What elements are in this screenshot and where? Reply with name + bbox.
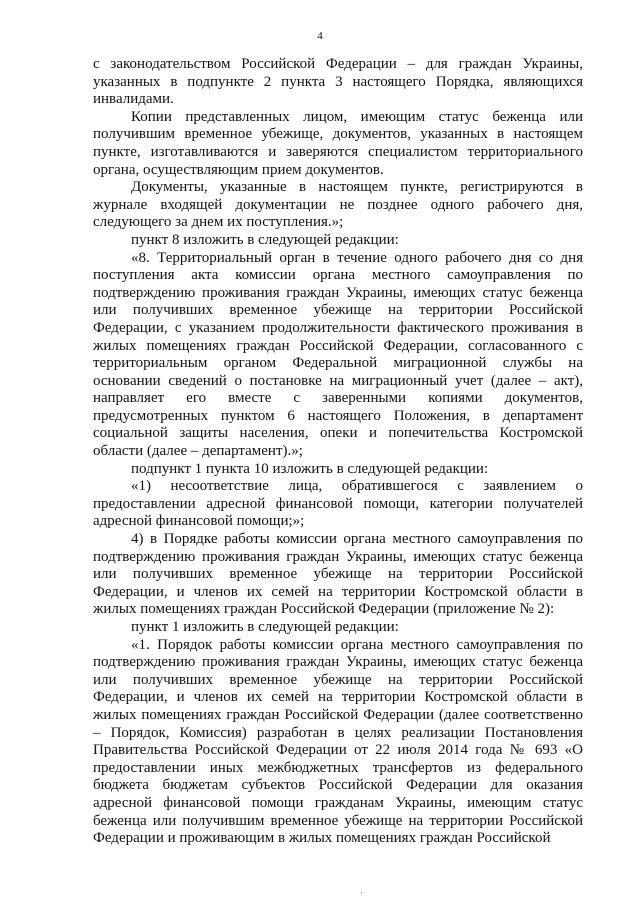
- paragraph: подпункт 1 пункта 10 изложить в следующей редакции:: [131, 460, 489, 477]
- paragraph: с законодательством Российской Федерации – для граждан Украины, указанных в подпункте 2 пункта 3 настоящего Порядка, являющихся инвалидами.: [93, 56, 583, 108]
- footer-mark: ·: [360, 888, 363, 898]
- paragraph: пункт 8 изложить в следующей редакции:: [131, 231, 399, 248]
- paragraph: Документы, указанные в настоящем пункте, регистрируются в журнале входящей документации не позднее одного рабочего дня, следующего за днем их поступления.»;: [93, 179, 583, 231]
- paragraph: 4) в Порядке работы комиссии органа местного самоуправления по подтверждению проживания граждан Украины, имеющих статус беженца или получивших временное убежище на территории Российской Федерации, и членов их семей на территории Костромской области в жилых помещениях граждан Российской Федерации (приложение № 2):: [93, 531, 583, 618]
- paragraph: пункт 1 изложить в следующей редакции:: [131, 619, 399, 635]
- page-number: 4: [317, 30, 323, 42]
- paragraph: «1) несоответствие лица, обратившегося с заявлением о предоставлении адресной финансовой помощи, категории получателей адресной финансовой помощи;»;: [93, 478, 583, 530]
- document-body: [93, 56, 583, 848]
- paragraph: «8. Территориальный орган в течение одного рабочего дня со дня поступления акта комиссии органа местного самоуправления по подтверждению проживания граждан Украины, имеющих статус беженца или получивших временное убежище на территории Российской Федерации, с указанием продолжительности фактического проживания в жилых помещениях граждан Российской Федерации, согласованного с территориальным органом Федеральной миграционной службы на основании сведений о постановке на миграционный учет (далее – акт), направляет его вместе с заверенными копиями документов, предусмотренных пунктом 6 настоящего Положения, в департамент социальной защиты населения, опеки и попечительства Костромской области (далее – департамент).»;: [93, 249, 583, 460]
- paragraph: «1. Порядок работы комиссии органа местного самоуправления по подтверждению проживания граждан Украины, имеющих статус беженца или получивших временное убежище на территории Российской Федерации, и членов их семей на территории Костромской области в жилых помещениях граждан Российской Федерации (далее соответственно – Порядок, Комиссия) разработан в целях реализации Постановления Правительства Российской Федерации от 22 июля 2014 года № 693 «О предоставлении иных межбюджетных трансфертов из федерального бюджета бюджетам субъектов Российской Федерации для оказания адресной финансовой помощи гражданам Украины, имеющим статус беженца или получившим временное убежище на территории Российской Федерации и проживающим в жилых помещениях граждан Российской: [93, 636, 583, 847]
- paragraph: Копии представленных лицом, имеющим статус беженца или получившим временное убежище, документов, указанных в настоящем пункте, изготавливаются и заверяются специалистом территориального органа, осуществляющим прием документов.: [93, 108, 583, 178]
